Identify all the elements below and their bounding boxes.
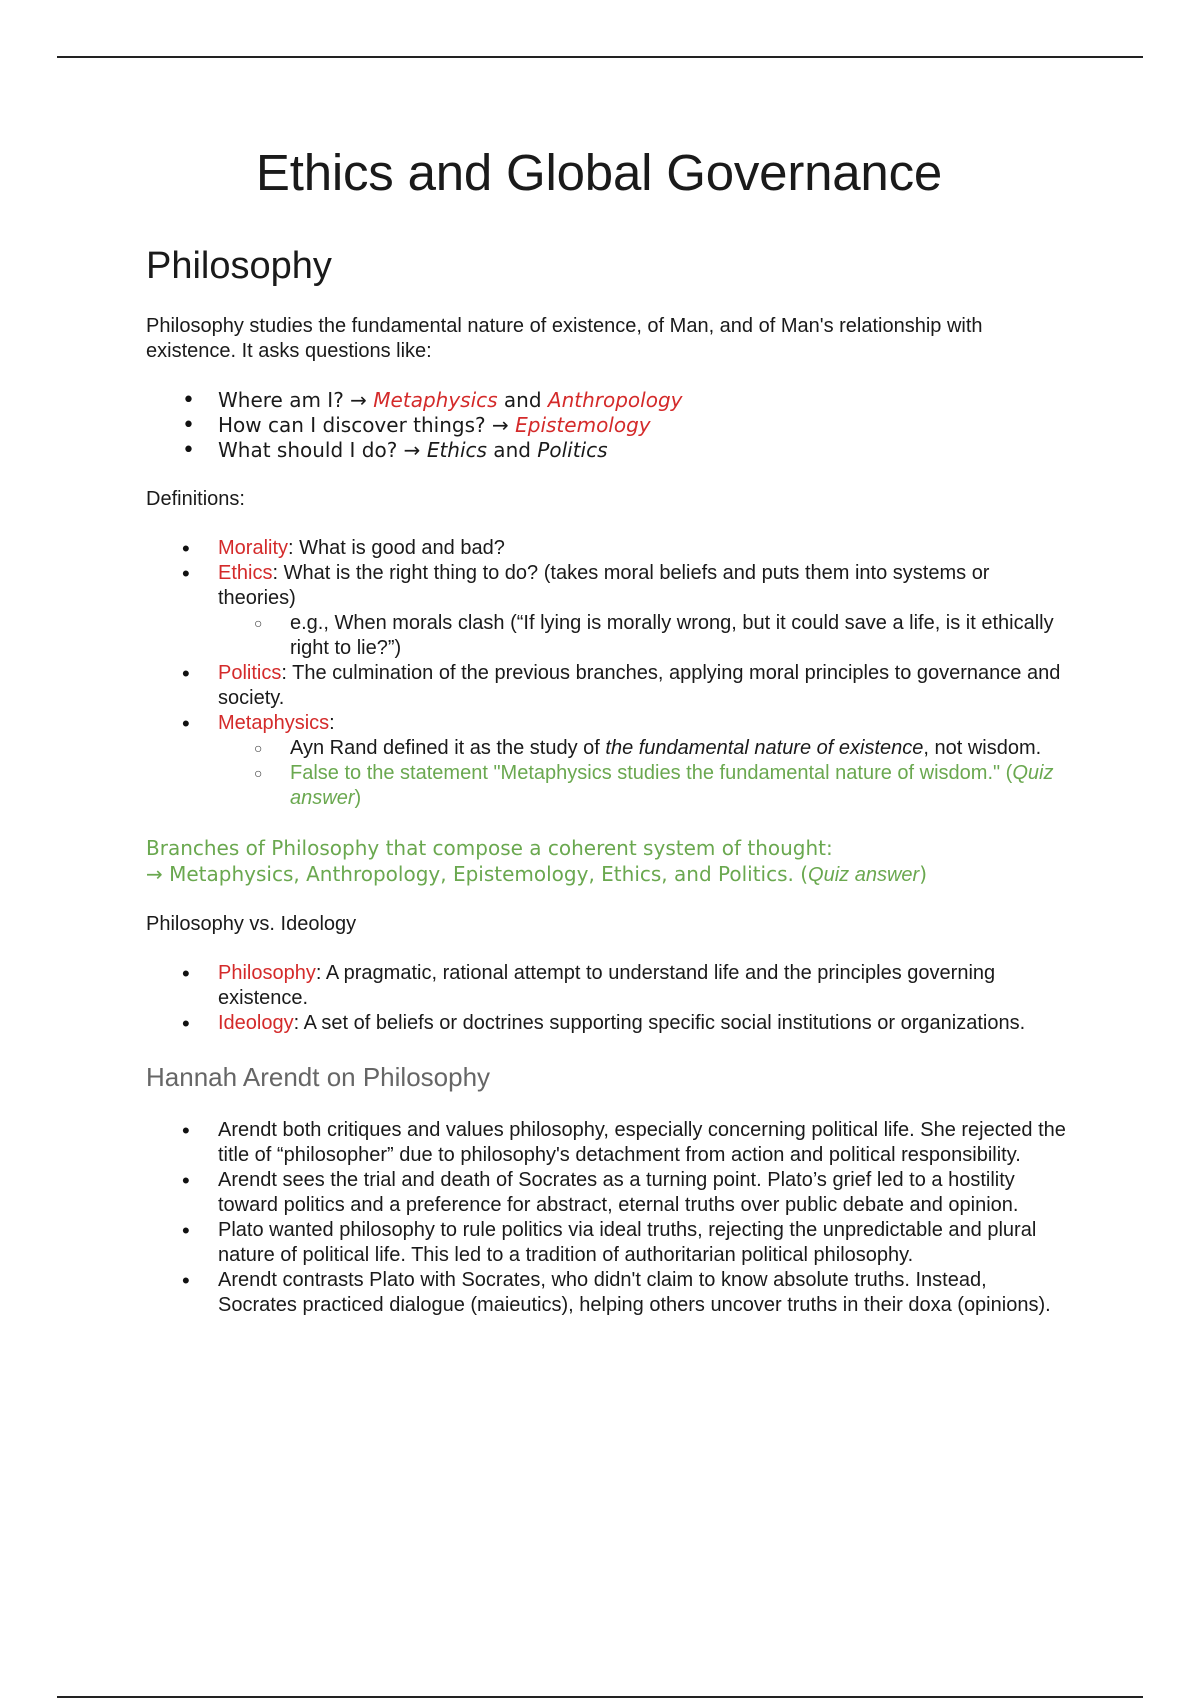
definition-ethics: • Ethics: What is the right thing to do? (takes moral beliefs and puts them into systems or theories) ○ e.g., When morals clash (“If lying is morally wrong, but it could save a life, is it ethically right to lie?”)	[146, 561, 1066, 661]
definition-morality: • Morality: What is good and bad?	[146, 536, 1066, 561]
branches-line: Branches of Philosophy that compose a coherent system of thought:	[146, 836, 833, 860]
list-item: • How can I discover things? → Epistemology	[146, 413, 1066, 438]
top-rule	[57, 56, 1143, 58]
arendt-list	[146, 1118, 1066, 1318]
list-item: ○ e.g., When morals clash (“If lying is morally wrong, but it could save a life, is it ethically right to lie?”)	[218, 611, 1066, 661]
list-item: • Plato wanted philosophy to rule politics via ideal truths, rejecting the unpredictable and plural nature of political life. This led to a tradition of authoritarian political philosophy.	[146, 1218, 1066, 1268]
quiz-answer-item: ○ False to the statement "Metaphysics studies the fundamental nature of wisdom." (Quiz answer)	[218, 761, 1066, 811]
list-item: • Arendt both critiques and values philosophy, especially concerning political life. She rejected the title of “philosopher” due to philosophy's detachment from action and political responsibility.	[146, 1118, 1066, 1168]
subsection-heading-arendt: Hannah Arendt on Philosophy	[146, 1062, 491, 1092]
document-body	[146, 140, 1066, 1318]
definition-politics: • Politics: The culmination of the previous branches, applying moral principles to governance and society.	[146, 661, 1066, 711]
list-item: • Ideology: A set of beliefs or doctrines supporting specific social institutions or organizations.	[146, 1011, 1066, 1036]
section-heading-philosophy: Philosophy	[146, 245, 332, 287]
document-title: Ethics and Global Governance	[255, 144, 943, 201]
list-item: • What should I do? → Ethics and Politics	[146, 438, 1066, 463]
list-item: ○ Ayn Rand defined it as the study of the fundamental nature of existence, not wisdom.	[218, 736, 1066, 761]
vs-list	[146, 961, 1066, 1036]
list-item: • Where am I? → Metaphysics and Anthropology	[146, 388, 1066, 413]
definition-metaphysics: • Metaphysics: ○ Ayn Rand defined it as the study of the fundamental nature of existence, not wisdom. ○ False to the statement "Metaphysics studies the fundamental nature of wisdom." (Quiz answer)	[146, 711, 1066, 811]
definitions-list	[146, 536, 1066, 811]
definitions-label: Definitions:	[146, 488, 245, 510]
vs-label: Philosophy vs. Ideology	[146, 913, 357, 935]
list-item: • Philosophy: A pragmatic, rational attempt to understand life and the principles governing existence.	[146, 961, 1066, 1011]
list-item: • Arendt contrasts Plato with Socrates, who didn't claim to know absolute truths. Instead, Socrates practiced dialogue (maieutics), helping others uncover truths in their doxa (opinions).	[146, 1268, 1066, 1318]
list-item: • Arendt sees the trial and death of Socrates as a turning point. Plato’s grief led to a hostility toward politics and a preference for abstract, eternal truths over public debate and opinion.	[146, 1168, 1066, 1218]
intro-paragraph: Philosophy studies the fundamental nature of existence, of Man, and of Man's relationship with existence. It asks questions like:	[146, 315, 983, 362]
bottom-rule	[57, 1696, 1143, 1698]
branches-answer: → Metaphysics, Anthropology, Epistemology, Ethics, and Politics. (Quiz answer)	[146, 862, 927, 886]
questions-list	[146, 388, 1066, 463]
